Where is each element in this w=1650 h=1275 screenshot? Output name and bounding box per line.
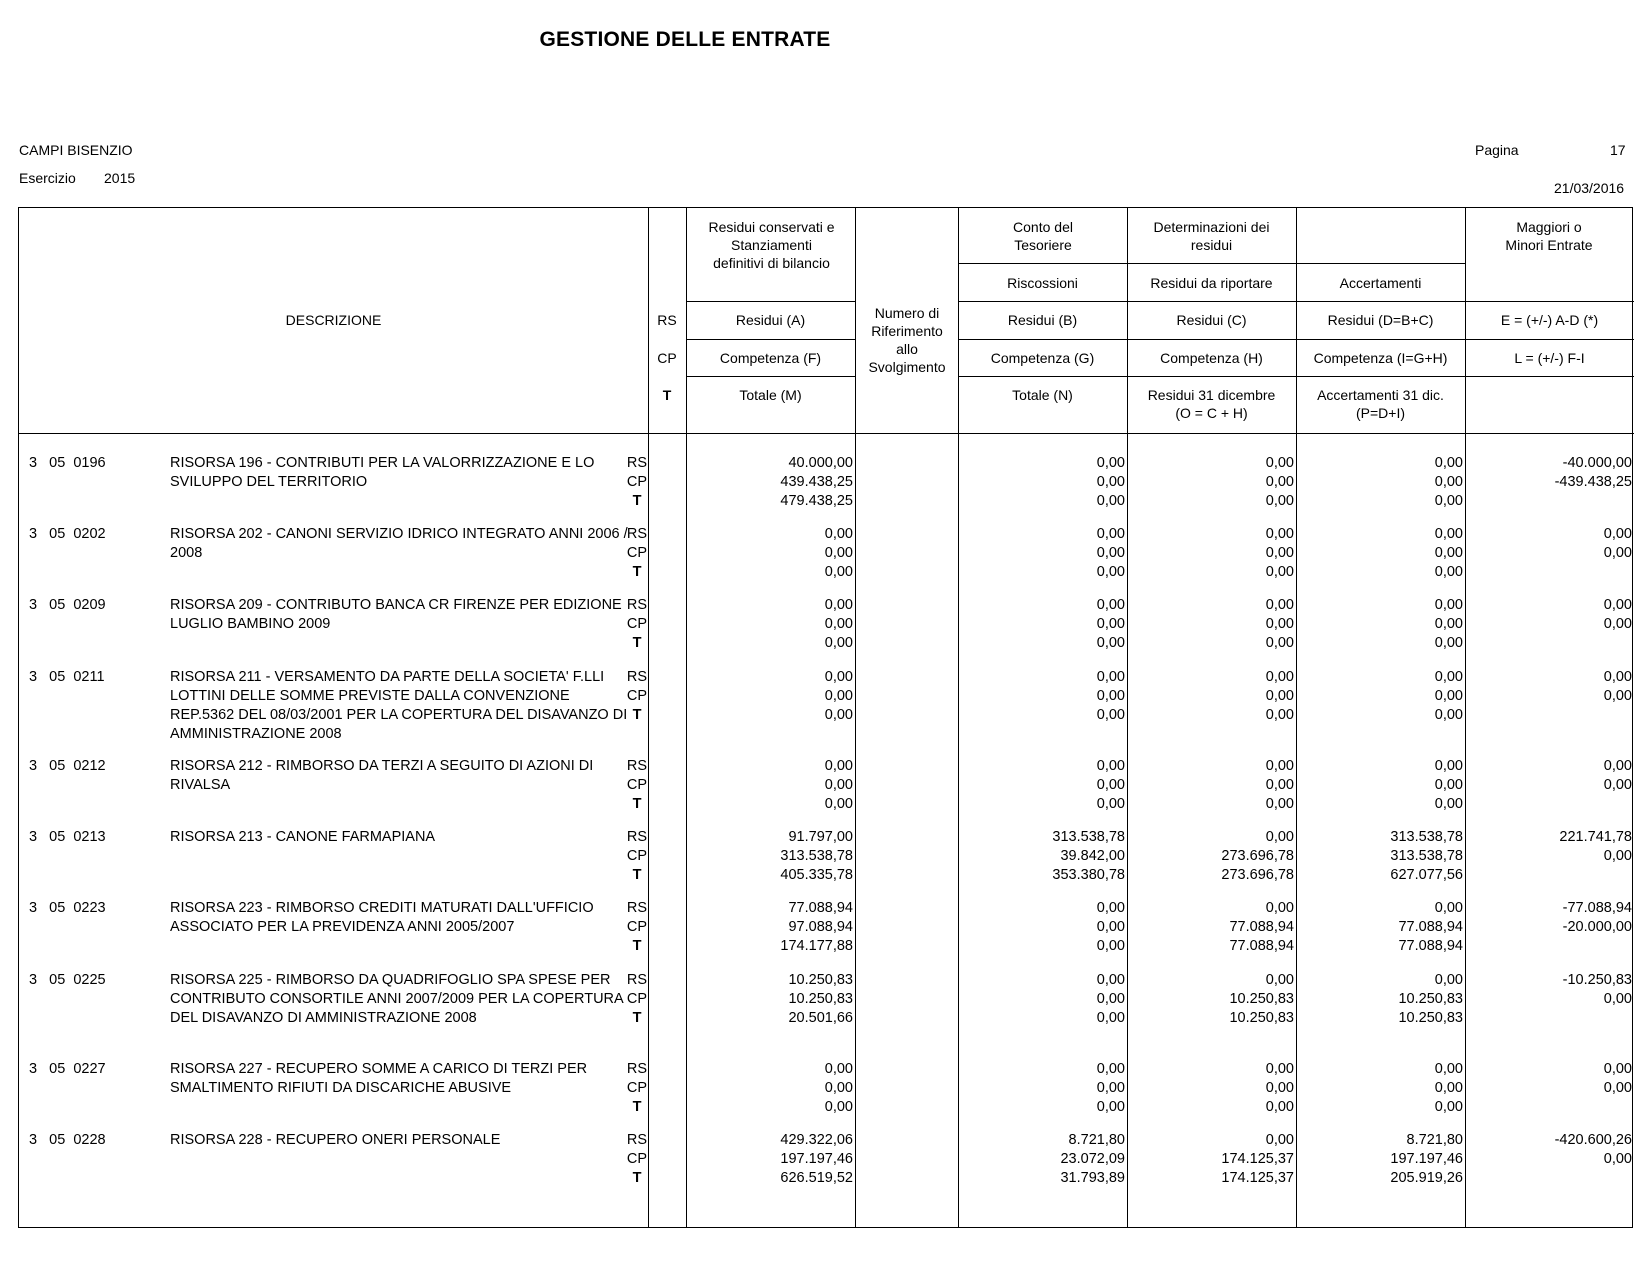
amount-b-t: 0,00 [1096, 493, 1125, 509]
amount-b-rs: 0,00 [1096, 597, 1125, 613]
amount-c-cp: 0,00 [1265, 1080, 1294, 1096]
col-header-c-rs: Residui (C) [1176, 312, 1247, 328]
row-type-rs: RS [626, 758, 648, 774]
value-column-d [1305, 525, 1463, 582]
resource-code: 3 05 0227 [29, 1061, 106, 1077]
amount-a-cp: 439.438,25 [780, 474, 853, 490]
resource-description: RISORSA 227 - RECUPERO SOMME A CARICO DI TERZI PER SMALTIMENTO RIFIUTI DA DISCARICHE ABUSIVE [170, 1061, 588, 1096]
resource-description: RISORSA 209 - CONTRIBUTO BANCA CR FIRENZE PER EDIZIONE LUGLIO BAMBINO 2009 [170, 597, 622, 632]
value-column-b [967, 1060, 1125, 1117]
amount-e-rs: -77.088,94 [1562, 900, 1632, 916]
amount-d-rs: 0,00 [1434, 900, 1463, 916]
amount-d-t: 0,00 [1434, 564, 1463, 580]
amount-b-rs: 8.721,80 [1068, 1132, 1125, 1148]
col-header-type-rs: RS [657, 312, 677, 328]
amount-e-cp: -439.438,25 [1554, 474, 1632, 490]
exercise-label: Esercizio [19, 170, 76, 186]
value-column-e [1474, 1131, 1632, 1169]
value-column-e [1474, 1060, 1632, 1098]
amount-b-t: 0,00 [1096, 564, 1125, 580]
amount-c-t: 0,00 [1265, 493, 1294, 509]
amount-a-t: 0,00 [824, 564, 853, 580]
value-column-a [695, 757, 853, 814]
value-column-c [1136, 1131, 1294, 1188]
amount-e-rs: 0,00 [1603, 597, 1632, 613]
col-header-b-group: Conto del Tesoriere [1013, 219, 1073, 253]
amount-d-t: 0,00 [1434, 1099, 1463, 1115]
row-type-rs: RS [626, 597, 648, 613]
row-type-t: T [632, 1010, 642, 1026]
value-column-e [1474, 454, 1632, 492]
amount-c-t: 273.696,78 [1221, 867, 1294, 883]
amount-b-rs: 0,00 [1096, 1061, 1125, 1077]
amount-d-rs: 313.538,78 [1390, 829, 1463, 845]
row-type-cp: CP [626, 616, 648, 632]
amount-a-rs: 0,00 [824, 758, 853, 774]
value-column-a [695, 899, 853, 956]
amount-b-cp: 0,00 [1096, 991, 1125, 1007]
value-column-d [1305, 596, 1463, 653]
value-column-d [1305, 828, 1463, 885]
row-type-t: T [632, 938, 642, 954]
amount-b-t: 0,00 [1096, 796, 1125, 812]
resource-description: RISORSA 228 - RECUPERO ONERI PERSONALE [170, 1132, 501, 1148]
amount-c-cp: 0,00 [1265, 688, 1294, 704]
amount-a-rs: 40.000,00 [788, 455, 853, 471]
resource-description: RISORSA 212 - RIMBORSO DA TERZI A SEGUITO DI AZIONI DI RIVALSA [170, 758, 594, 793]
amount-a-cp: 0,00 [824, 616, 853, 632]
row-type-cp: CP [626, 848, 648, 864]
amount-e-cp: 0,00 [1603, 1151, 1632, 1167]
value-column-b [967, 1131, 1125, 1188]
amount-c-cp: 174.125,37 [1221, 1151, 1294, 1167]
value-column-e [1474, 525, 1632, 563]
row-type-rs: RS [626, 526, 648, 542]
value-column-c [1136, 454, 1294, 511]
value-column-a [695, 454, 853, 511]
row-type-rs: RS [626, 669, 648, 685]
amount-e-rs: 0,00 [1603, 758, 1632, 774]
resource-code: 3 05 0212 [29, 758, 106, 774]
amount-b-cp: 0,00 [1096, 777, 1125, 793]
col-header-a-cp: Competenza (F) [719, 350, 822, 366]
row-type-labels [619, 668, 655, 725]
amount-d-cp: 0,00 [1434, 1080, 1463, 1096]
value-column-e [1474, 899, 1632, 937]
value-column-c [1136, 596, 1294, 653]
value-column-c [1136, 757, 1294, 814]
amount-e-rs: -420.600,26 [1554, 1132, 1632, 1148]
value-column-c [1136, 828, 1294, 885]
col-header-c-sub: Residui da riportare [1150, 275, 1273, 291]
amount-d-cp: 0,00 [1434, 545, 1463, 561]
amount-b-t: 0,00 [1096, 1099, 1125, 1115]
amount-b-rs: 0,00 [1096, 669, 1125, 685]
col-header-b-t: Totale (N) [1012, 387, 1073, 403]
entity-name: CAMPI BISENZIO [19, 142, 133, 158]
amount-c-cp: 10.250,83 [1229, 991, 1294, 1007]
amount-a-cp: 0,00 [824, 688, 853, 704]
amount-b-cp: 0,00 [1096, 1080, 1125, 1096]
amount-b-t: 353.380,78 [1052, 867, 1125, 883]
value-column-d [1305, 899, 1463, 956]
col-header-a-rs: Residui (A) [735, 312, 806, 328]
amount-e-cp: 0,00 [1603, 688, 1632, 704]
value-column-e [1474, 668, 1632, 706]
row-type-cp: CP [626, 777, 648, 793]
amount-e-rs: -40.000,00 [1562, 455, 1632, 471]
amount-c-rs: 0,00 [1265, 597, 1294, 613]
amount-e-rs: 0,00 [1603, 526, 1632, 542]
col-header-a-group: Residui conservati e Stanziamenti definitivi di bilancio [708, 219, 835, 271]
amount-d-t: 0,00 [1434, 796, 1463, 812]
value-column-d [1305, 971, 1463, 1028]
row-type-cp: CP [626, 919, 648, 935]
col-header-c-group: Determinazioni dei residui [1153, 219, 1270, 253]
amount-a-rs: 10.250,83 [788, 972, 853, 988]
amount-a-cp: 313.538,78 [780, 848, 853, 864]
amount-b-rs: 0,00 [1096, 455, 1125, 471]
amount-d-rs: 0,00 [1434, 972, 1463, 988]
amount-a-rs: 429.322,06 [780, 1132, 853, 1148]
value-column-c [1136, 1060, 1294, 1117]
amount-c-rs: 0,00 [1265, 455, 1294, 471]
amount-a-t: 0,00 [824, 635, 853, 651]
row-type-t: T [632, 564, 642, 580]
amount-c-cp: 273.696,78 [1221, 848, 1294, 864]
row-type-labels [619, 971, 655, 1028]
value-column-a [695, 525, 853, 582]
amount-a-rs: 0,00 [824, 526, 853, 542]
row-type-labels [619, 899, 655, 956]
resource-code: 3 05 0209 [29, 597, 106, 613]
amount-a-rs: 77.088,94 [788, 900, 853, 916]
amount-e-cp: 0,00 [1603, 991, 1632, 1007]
amount-b-t: 0,00 [1096, 938, 1125, 954]
col-header-e-rs: E = (+/-) A-D (*) [1500, 312, 1599, 328]
amount-d-t: 0,00 [1434, 635, 1463, 651]
col-header-c-cp: Competenza (H) [1160, 350, 1263, 366]
amount-b-cp: 0,00 [1096, 474, 1125, 490]
amount-d-t: 205.919,26 [1390, 1170, 1463, 1186]
amount-e-rs: 221.741,78 [1559, 829, 1632, 845]
amount-c-rs: 0,00 [1265, 900, 1294, 916]
value-column-a [695, 1060, 853, 1117]
amount-b-cp: 23.072,09 [1060, 1151, 1125, 1167]
amount-a-cp: 10.250,83 [788, 991, 853, 1007]
value-column-d [1305, 1131, 1463, 1188]
amount-d-cp: 0,00 [1434, 688, 1463, 704]
row-type-rs: RS [626, 972, 648, 988]
amount-c-cp: 0,00 [1265, 545, 1294, 561]
amount-e-cp: 0,00 [1603, 1080, 1632, 1096]
amount-e-rs: 0,00 [1603, 669, 1632, 685]
amount-c-cp: 0,00 [1265, 777, 1294, 793]
exercise-year: 2015 [104, 170, 136, 186]
row-type-cp: CP [626, 991, 648, 1007]
amount-b-rs: 0,00 [1096, 526, 1125, 542]
col-header-b-cp: Competenza (G) [990, 350, 1095, 366]
amount-c-t: 174.125,37 [1221, 1170, 1294, 1186]
row-type-rs: RS [626, 829, 648, 845]
value-column-a [695, 668, 853, 725]
col-header-d-t2: (P=D+I) [1355, 405, 1405, 421]
amount-a-rs: 0,00 [824, 597, 853, 613]
value-column-b [967, 899, 1125, 956]
value-column-d [1305, 757, 1463, 814]
row-type-cp: CP [626, 474, 648, 490]
amount-d-cp: 0,00 [1434, 777, 1463, 793]
row-type-cp: CP [626, 1151, 648, 1167]
resource-description: RISORSA 225 - RIMBORSO DA QUADRIFOGLIO SPA SPESE PER CONTRIBUTO CONSORTILE ANNI 2007/2009 PER LA COPERTURA DEL DISAVANZO DI AMMINISTRAZIONE 2008 [170, 972, 623, 1026]
col-header-b-rs: Residui (B) [1007, 312, 1078, 328]
amount-c-rs: 0,00 [1265, 526, 1294, 542]
resource-code: 3 05 0223 [29, 900, 106, 916]
resource-code: 3 05 0196 [29, 455, 106, 471]
amount-c-t: 0,00 [1265, 796, 1294, 812]
amount-c-rs: 0,00 [1265, 972, 1294, 988]
value-column-d [1305, 1060, 1463, 1117]
row-type-labels [619, 525, 655, 582]
col-header-d-t1: Accertamenti 31 dic. [1317, 387, 1444, 403]
value-column-b [967, 596, 1125, 653]
amount-b-t: 0,00 [1096, 635, 1125, 651]
amount-c-t: 0,00 [1265, 707, 1294, 723]
value-column-b [967, 828, 1125, 885]
amount-d-rs: 0,00 [1434, 455, 1463, 471]
amount-d-cp: 77.088,94 [1398, 919, 1463, 935]
row-type-t: T [632, 1099, 642, 1115]
resource-code: 3 05 0225 [29, 972, 106, 988]
amount-a-t: 20.501,66 [788, 1010, 853, 1026]
amount-d-t: 627.077,56 [1390, 867, 1463, 883]
row-type-t: T [632, 796, 642, 812]
amount-c-rs: 0,00 [1265, 1061, 1294, 1077]
revenue-table [18, 207, 1633, 1228]
value-column-e [1474, 757, 1632, 795]
resource-description: RISORSA 202 - CANONI SERVIZIO IDRICO INTEGRATO ANNI 2006 / 2008 [170, 526, 628, 561]
amount-a-t: 479.438,25 [780, 493, 853, 509]
amount-e-cp: 0,00 [1603, 777, 1632, 793]
amount-c-t: 0,00 [1265, 564, 1294, 580]
row-type-labels [619, 828, 655, 885]
amount-a-rs: 0,00 [824, 1061, 853, 1077]
amount-e-rs: 0,00 [1603, 1061, 1632, 1077]
value-column-c [1136, 668, 1294, 725]
value-column-a [695, 596, 853, 653]
row-type-labels [619, 454, 655, 511]
amount-d-t: 10.250,83 [1398, 1010, 1463, 1026]
amount-d-rs: 0,00 [1434, 758, 1463, 774]
amount-c-rs: 0,00 [1265, 829, 1294, 845]
resource-code: 3 05 0213 [29, 829, 106, 845]
value-column-a [695, 1131, 853, 1188]
amount-e-cp: 0,00 [1603, 545, 1632, 561]
value-column-c [1136, 971, 1294, 1028]
amount-c-t: 77.088,94 [1229, 938, 1294, 954]
amount-d-cp: 197.197,46 [1390, 1151, 1463, 1167]
amount-b-rs: 0,00 [1096, 900, 1125, 916]
resource-description: RISORSA 213 - CANONE FARMAPIANA [170, 829, 436, 845]
amount-e-cp: 0,00 [1603, 848, 1632, 864]
row-type-t: T [632, 1170, 642, 1186]
amount-d-t: 0,00 [1434, 707, 1463, 723]
row-type-cp: CP [626, 545, 648, 561]
value-column-b [967, 525, 1125, 582]
amount-b-rs: 313.538,78 [1052, 829, 1125, 845]
value-column-d [1305, 668, 1463, 725]
page-number: 17 [1610, 142, 1626, 158]
amount-d-rs: 8.721,80 [1406, 1132, 1463, 1148]
row-type-cp: CP [626, 688, 648, 704]
amount-b-cp: 0,00 [1096, 545, 1125, 561]
row-type-labels [619, 757, 655, 814]
amount-d-rs: 0,00 [1434, 597, 1463, 613]
row-type-labels [619, 1131, 655, 1188]
amount-a-cp: 197.197,46 [780, 1151, 853, 1167]
amount-c-rs: 0,00 [1265, 669, 1294, 685]
amount-e-rs: -10.250,83 [1562, 972, 1632, 988]
amount-d-t: 77.088,94 [1398, 938, 1463, 954]
value-column-b [967, 668, 1125, 725]
amount-d-cp: 0,00 [1434, 474, 1463, 490]
value-column-a [695, 828, 853, 885]
amount-c-cp: 77.088,94 [1229, 919, 1294, 935]
amount-a-t: 405.335,78 [780, 867, 853, 883]
amount-c-t: 0,00 [1265, 1099, 1294, 1115]
resource-code: 3 05 0228 [29, 1132, 106, 1148]
value-column-b [967, 971, 1125, 1028]
amount-d-cp: 10.250,83 [1398, 991, 1463, 1007]
amount-c-t: 10.250,83 [1229, 1010, 1294, 1026]
resource-code: 3 05 0202 [29, 526, 106, 542]
amount-a-cp: 0,00 [824, 777, 853, 793]
resource-description: RISORSA 196 - CONTRIBUTI PER LA VALORRIZZAZIONE E LO SVILUPPO DEL TERRITORIO [170, 455, 595, 490]
amount-c-cp: 0,00 [1265, 616, 1294, 632]
report-date: 21/03/2016 [1554, 180, 1625, 196]
col-header-type-cp: CP [657, 350, 677, 366]
amount-b-t: 0,00 [1096, 707, 1125, 723]
value-column-c [1136, 525, 1294, 582]
col-header-c-t2: (O = C + H) [1175, 405, 1248, 421]
amount-b-cp: 0,00 [1096, 688, 1125, 704]
value-column-d [1305, 454, 1463, 511]
amount-d-rs: 0,00 [1434, 669, 1463, 685]
report-title: GESTIONE DELLE ENTRATE [539, 28, 831, 51]
value-column-a [695, 971, 853, 1028]
row-type-rs: RS [626, 1132, 648, 1148]
amount-a-cp: 0,00 [824, 1080, 853, 1096]
row-type-rs: RS [626, 1061, 648, 1077]
row-type-t: T [632, 493, 642, 509]
value-column-e [1474, 596, 1632, 634]
amount-d-rs: 0,00 [1434, 526, 1463, 542]
col-header-a-t: Totale (M) [739, 387, 802, 403]
row-type-rs: RS [626, 455, 648, 471]
value-column-b [967, 757, 1125, 814]
amount-d-cp: 313.538,78 [1390, 848, 1463, 864]
amount-b-t: 31.793,89 [1060, 1170, 1125, 1186]
col-header-description: DESCRIZIONE [285, 312, 382, 328]
amount-c-rs: 0,00 [1265, 758, 1294, 774]
row-type-t: T [632, 635, 642, 651]
amount-d-rs: 0,00 [1434, 1061, 1463, 1077]
row-type-t: T [632, 707, 642, 723]
page-label: Pagina [1475, 142, 1519, 158]
resource-code: 3 05 0211 [29, 669, 105, 685]
amount-e-cp: -20.000,00 [1562, 919, 1632, 935]
amount-d-t: 0,00 [1434, 493, 1463, 509]
amount-c-rs: 0,00 [1265, 1132, 1294, 1148]
amount-a-t: 626.519,52 [780, 1170, 853, 1186]
resource-description: RISORSA 223 - RIMBORSO CREDITI MATURATI DALL'UFFICIO ASSOCIATO PER LA PREVIDENZA ANNI 2005/2007 [170, 900, 594, 935]
col-header-e-group: Maggiori o Minori Entrate [1505, 219, 1593, 253]
amount-a-t: 174.177,88 [780, 938, 853, 954]
amount-a-rs: 91.797,00 [788, 829, 853, 845]
col-header-c-t1: Residui 31 dicembre [1147, 387, 1276, 403]
amount-a-t: 0,00 [824, 796, 853, 812]
col-header-d-cp: Competenza (I=G+H) [1313, 350, 1448, 366]
value-column-e [1474, 971, 1632, 1009]
amount-a-t: 0,00 [824, 707, 853, 723]
amount-a-rs: 0,00 [824, 669, 853, 685]
amount-e-cp: 0,00 [1603, 616, 1632, 632]
row-type-t: T [632, 867, 642, 883]
amount-a-cp: 0,00 [824, 545, 853, 561]
row-type-labels [619, 596, 655, 653]
col-header-d-sub: Accertamenti [1339, 275, 1422, 291]
row-type-cp: CP [626, 1080, 648, 1096]
amount-c-cp: 0,00 [1265, 474, 1294, 490]
row-type-rs: RS [626, 900, 648, 916]
amount-a-cp: 97.088,94 [788, 919, 853, 935]
amount-b-cp: 39.842,00 [1060, 848, 1125, 864]
amount-b-t: 0,00 [1096, 1010, 1125, 1026]
amount-d-cp: 0,00 [1434, 616, 1463, 632]
value-column-c [1136, 899, 1294, 956]
col-header-ref-number: Numero di Riferimento allo Svolgimento [868, 305, 946, 375]
col-header-d-rs: Residui (D=B+C) [1327, 312, 1434, 328]
resource-description: RISORSA 211 - VERSAMENTO DA PARTE DELLA SOCIETA' F.LLI LOTTINI DELLE SOMME PREVISTE DALLA CONVENZIONE REP.5362 DEL 08/03/2001 PER LA COPERTURA DEL DISAVANZO DI AMMINISTRAZIONE 2008 [170, 669, 628, 742]
col-header-b-sub: Riscossioni [1007, 275, 1078, 291]
amount-b-cp: 0,00 [1096, 919, 1125, 935]
amount-a-t: 0,00 [824, 1099, 853, 1115]
col-header-e-cp: L = (+/-) F-I [1514, 350, 1585, 366]
value-column-b [967, 454, 1125, 511]
amount-c-t: 0,00 [1265, 635, 1294, 651]
col-header-type-t: T [662, 387, 672, 403]
amount-b-rs: 0,00 [1096, 972, 1125, 988]
row-type-labels [619, 1060, 655, 1117]
amount-b-cp: 0,00 [1096, 616, 1125, 632]
value-column-e [1474, 828, 1632, 866]
amount-b-rs: 0,00 [1096, 758, 1125, 774]
